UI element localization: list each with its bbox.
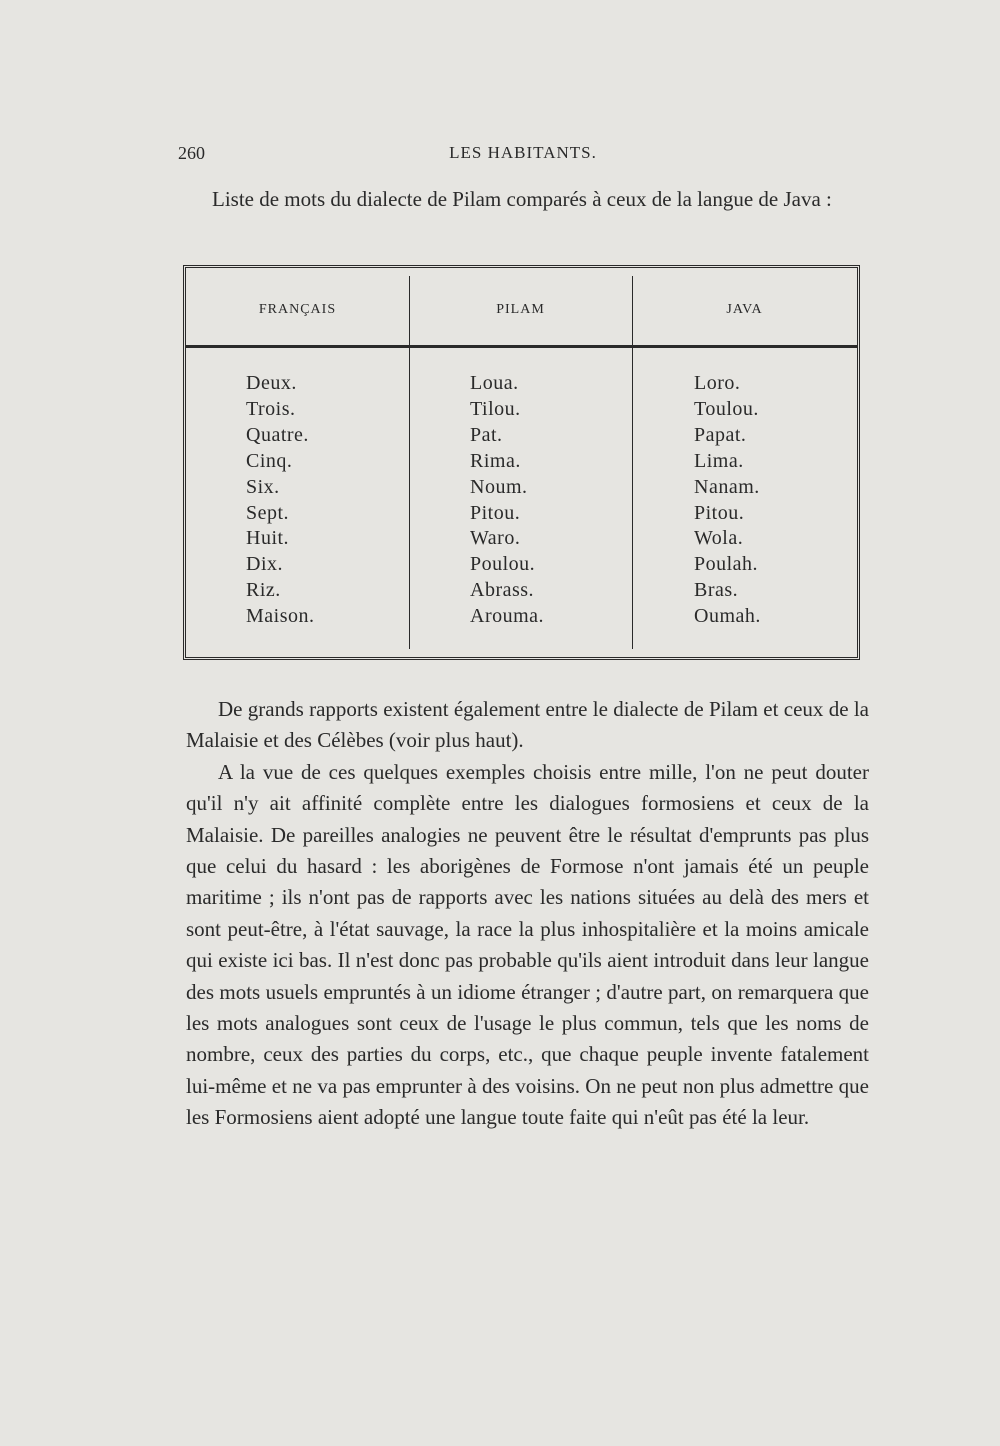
word-cell: Noum. [470, 475, 528, 498]
word-cell: Bras. [694, 579, 739, 602]
word-cell: Huit. [246, 527, 290, 550]
word-cell: Loua. [470, 372, 519, 394]
word-cell: Lima. [694, 449, 744, 472]
word-comparison-table [183, 265, 860, 660]
word-cell: Dix. [246, 553, 283, 576]
word-cell: Wola. [694, 527, 744, 550]
column-divider [409, 276, 410, 649]
word-cell: Nanam. [694, 475, 760, 498]
word-cell: Poulah. [694, 553, 759, 576]
word-cell: Waro. [470, 527, 521, 550]
word-cell: Abrass. [470, 579, 535, 602]
word-cell: Quatre. [246, 423, 309, 446]
word-cell: Sept. [246, 501, 290, 524]
word-cell: Arouma. [470, 605, 545, 628]
word-cell: Pitou. [694, 501, 745, 524]
word-cell: Oumah. [694, 605, 761, 628]
paragraph: A la vue de ces quelques exemples choisis entre mille, l'on ne peut douter qu'il n'y ait affinité complète entre les dialogues formosiens et ceux de la Malaisie. De pareilles analogies ne peuvent être le résultat d'emprunts pas plus que celui du hasard : les aborigènes de Formose n'ont jamais été un peuple maritime ; ils n'ont pas de rapports avec les nations situées au delà des mers et sont peut-être, à l'état sauvage, la race la plus inhospitalière et la moins amicale qui existe ici bas. Il n'est donc pas probable qu'ils aient introduit dans leur langue des mots usuels empruntés à un idiome étranger ; d'autre part, on remarquera que les mots analogues sont ceux de l'usage le plus commun, tels que les noms de nombre, ceux des parties du corps, etc., que chaque peuple invente fatalement lui-même et ne va pas emprunter à des voisins. On ne peut non plus admettre que les Formosiens aient adopté une langue toute faite qui n'eût pas été la leur. [186, 759, 869, 1130]
word-cell: Tilou. [470, 397, 521, 420]
word-cell: Maison. [246, 605, 315, 628]
column-header-pilam: PILAM [496, 302, 545, 317]
header-rule [186, 345, 857, 348]
column-francais [246, 371, 315, 630]
body-text [186, 694, 869, 1134]
word-cell: Toulou. [694, 397, 759, 420]
column-pilam [470, 371, 544, 630]
page-header [178, 143, 868, 167]
intro-paragraph: Liste de mots du dialecte de Pilam comparés à ceux de la langue de Java : [212, 187, 832, 211]
word-cell: Pitou. [470, 501, 521, 524]
word-cell: Trois. [246, 397, 296, 420]
word-cell: Deux. [246, 372, 297, 394]
column-header-java: JAVA [726, 302, 763, 317]
running-head: LES HABITANTS. [449, 143, 597, 162]
word-cell: Riz. [246, 579, 281, 602]
column-java [694, 371, 761, 630]
word-cell: Papat. [694, 423, 747, 446]
paragraph: De grands rapports existent également entre le dialecte de Pilam et ceux de la Malaisie et des Célèbes (voir plus haut). [186, 697, 869, 753]
word-cell: Cinq. [246, 449, 293, 472]
word-cell: Rima. [470, 449, 521, 472]
page-number: 260 [178, 143, 205, 163]
word-cell: Six. [246, 475, 280, 498]
word-cell: Loro. [694, 372, 741, 394]
column-divider [632, 276, 633, 649]
word-cell: Poulou. [470, 553, 536, 576]
column-header-francais: FRANÇAIS [258, 302, 337, 317]
word-cell: Pat. [470, 423, 503, 446]
